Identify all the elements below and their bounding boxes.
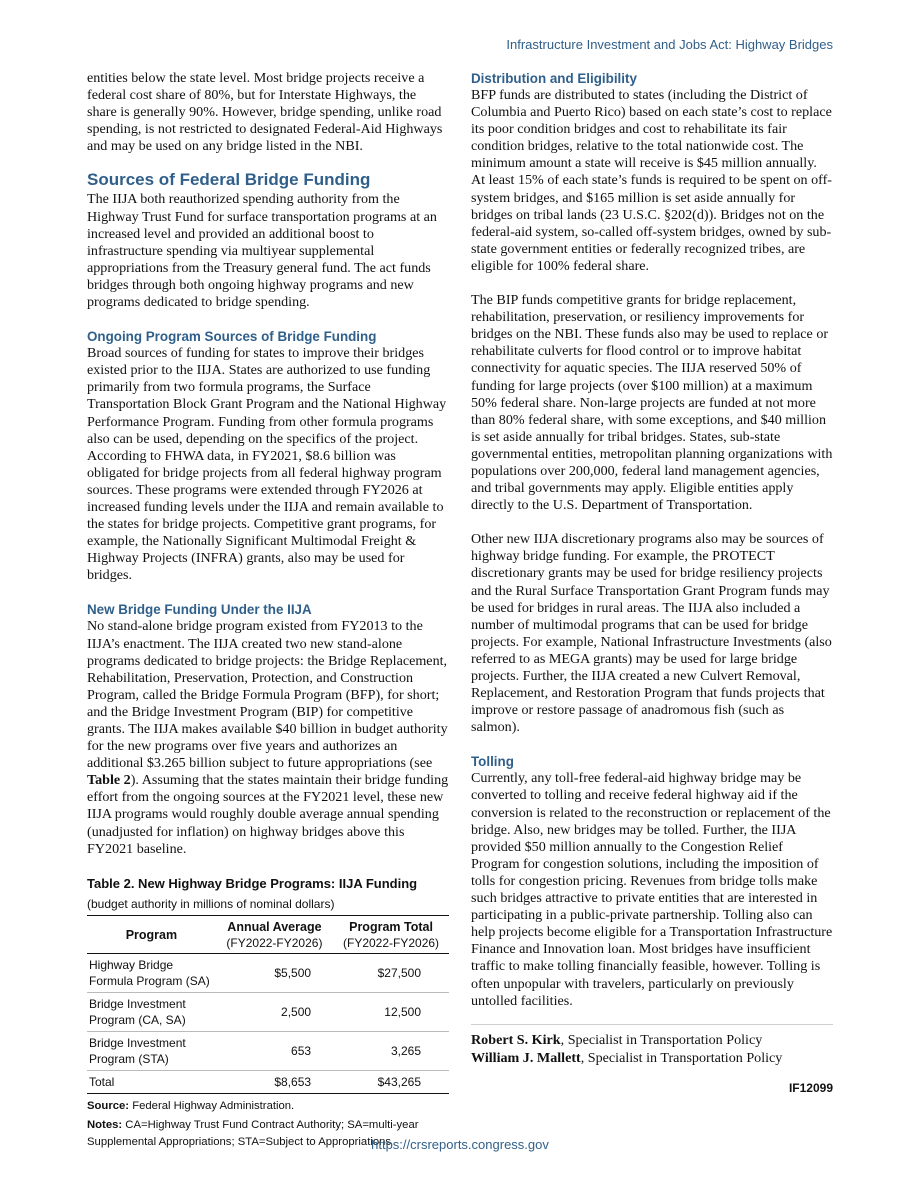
cell-total: $27,500 <box>333 953 449 992</box>
other-programs-paragraph: Other new IIJA discretionary programs also may be sources of highway bridge funding. For example, the PROTECT discretionary grants may be used for bridge resiliency projects and the Rural Surface Transportation Grant Program funds may be used for bridges in rural areas. The IIJA also included a number of multimodal programs that can be used for bridge projects. For example, National Infrastructure Investments (also referred to as MEGA grants) may be used for large bridge projects. Further, the IIJA created a new Culvert Removal, Replacement, and Restoration Program that funds projects that improve or restore passage of anadromous fish (such as salmon). <box>471 531 832 736</box>
bip-paragraph: The BIP funds competitive grants for bridge replacement, rehabilitation, preservation, or resiliency improvements for bridges on the NBI. These funds also may be used to replace or rehabilitate culverts for flood control or to improve habitat connectivity for aquatic species. The IIJA reserved 50% of funding for large projects (over $100 million) at a maximum 50% federal share. Non-large projects are funded at not more than 80% federal share, with some exceptions, and $40 million is set aside annually for tribal bridges. States, sub-state governmental entities, metropolitan planning organizations with populations over 200,000, federal land management agencies, and tribal governments may apply. Eligible entities apply directly to the U.S. Department of Transportation. <box>471 292 833 514</box>
table-title: Table 2. New Highway Bridge Programs: IIJA Funding <box>87 875 418 891</box>
cell-program: Highway Bridge Formula Program (SA) <box>87 953 216 992</box>
intro-paragraph: entities below the state level. Most bridge projects receive a federal cost share of 80%, but for Interstate Highways, the share is generally 90%. However, bridge spending, unlike road spending, is not restricted to designated Federal-Aid Highways and may be used on any bridge listed in the NBI. <box>87 70 443 155</box>
table-row-total <box>87 1070 449 1093</box>
cell-annual: $5,500 <box>216 953 333 992</box>
left-column <box>87 70 449 1151</box>
table-row <box>87 1031 449 1070</box>
author-block <box>471 1024 833 1067</box>
bfp-paragraph: BFP funds are distributed to states (including the District of Columbia and Puerto Rico) based on each state’s cost to replace its poor condition bridges and cost to rehabilitate its fair condition bridges, relative to the total nationwide cost. The minimum amount a state will receive is $45 million annually. At least 15% of each state’s funds is required to be spent on off-system bridges, and $165 million is set aside annually for bridges on tribal lands (23 U.S.C. §202(d)). Bridges not on the federal-aid system, so-called off-system bridges, owned by sub-state government entities or federally recognized tribes, are eligible for 100% federal share. <box>471 87 832 274</box>
right-column <box>471 70 833 1067</box>
cell-annual: 653 <box>216 1031 333 1070</box>
table-row <box>87 953 449 992</box>
header-program: Program <box>87 915 216 953</box>
cell-annual: $8,653 <box>216 1070 333 1093</box>
table-subtitle: (budget authority in millions of nominal dollars) <box>87 896 335 911</box>
running-header: Infrastructure Investment and Jobs Act: Highway Bridges <box>506 37 833 52</box>
subheading-ongoing: Ongoing Program Sources of Bridge Funding <box>87 329 377 345</box>
funding-table <box>87 915 449 1094</box>
table-2-reference[interactable]: Table 2 <box>87 772 131 789</box>
subheading-tolling: Tolling <box>471 754 514 770</box>
ongoing-paragraph: Broad sources of funding for states to improve their bridges existed prior to the IIJA. States are authorized to use funding primarily from two formula programs, the Surface Transportation Block Grant Program and the National Highway Performance Program. Funding from other formula programs also can be used, depending on the specifics of the project. According to FHWA data, in FY2021, $8.6 billion was obligated for bridge projects from all federal highway program sources. These programs were extended through FY2026 at increased funding levels under the IIJA and remain available to the states for bridge projects. Competitive grant programs, for example, the Nationally Significant Multimodal Freight & Highway Projects (INFRA) grants, also may be used for bridges. <box>87 345 447 584</box>
cell-annual: 2,500 <box>216 992 333 1031</box>
header-annual-average: Annual Average (FY2022-FY2026) <box>216 915 333 953</box>
sources-paragraph: The IIJA both reauthorized spending authority from the Highway Trust Fund for surface transportation programs at an increased level and provided an additional boost to infrastructure spending via multiyear supplemental appropriations from the Treasury general fund. The act funds bridges through both ongoing highway programs and new programs dedicated to bridge spending. <box>87 191 437 311</box>
section-heading-sources: Sources of Federal Bridge Funding <box>87 170 371 190</box>
report-id: IF12099 <box>788 1081 833 1095</box>
header-program-total: Program Total (FY2022-FY2026) <box>333 915 449 953</box>
footer-url-link[interactable]: https://crsreports.congress.gov <box>371 1137 549 1152</box>
table-notes: Notes: CA=Highway Trust Fund Contract Authority; SA=multi-year Supplemental Appropriations; STA=Subject to Appropriations <box>87 1118 419 1148</box>
cell-program: Total <box>87 1070 216 1093</box>
subheading-new-funding: New Bridge Funding Under the IIJA <box>87 602 312 618</box>
tolling-paragraph: Currently, any toll-free federal-aid highway bridge may be converted to tolling and receive federal highway aid if the conversion is related to the reconstruction or replacement of the bridge. Also, new bridges may be tolled. Further, the IIJA provided $50 million annually to the Congestion Relief Program for congestion solutions, including the imposition of tolls for congestion pricing. Revenues from bridge tolls make such bridges attractive to private entities that are interested in participating in a public-private partnership. Tolling also can help projects become eligible for a Transportation Infrastructure Finance and Innovation loan. Most bridges have insufficient traffic to make tolling financially feasible, however. Tolling is often unpopular with travelers, particularly on previously untolled facilities. <box>471 770 833 1009</box>
cell-program: Bridge Investment Program (CA, SA) <box>87 992 216 1031</box>
author-line: William J. Mallett, Specialist in Transportation Policy <box>471 1049 783 1066</box>
table-source: Source: Federal Highway Administration. <box>87 1099 295 1112</box>
cell-program: Bridge Investment Program (STA) <box>87 1031 216 1070</box>
cell-total: 12,500 <box>333 992 449 1031</box>
author-line: Robert S. Kirk, Specialist in Transportation Policy <box>471 1031 763 1048</box>
new-funding-paragraph: No stand-alone bridge program existed from FY2013 to the IIJA’s enactment. The IIJA created two new stand-alone programs dedicated to bridge projects: the Bridge Replacement, Rehabilitation, Preservation, Protection, and Construction Program, called the Bridge Formula Program (BFP), for short; and the Bridge Investment Program (BIP) for competitive grants. The IIJA makes available $40 billion in budget authority for the new programs over five years and authorizes an additional $3.265 billion subject to future appropriations (see Table 2). Assuming that the states maintain their bridge funding effort from the ongoing sources at the FY2021 level, these new IIJA programs would roughly double average annual spending (unadjusted for inflation) on highway bridges above this FY2021 baseline. <box>87 618 449 857</box>
subheading-distribution: Distribution and Eligibility <box>471 71 637 86</box>
table-row <box>87 992 449 1031</box>
cell-total: 3,265 <box>333 1031 449 1070</box>
cell-total: $43,265 <box>333 1070 449 1093</box>
